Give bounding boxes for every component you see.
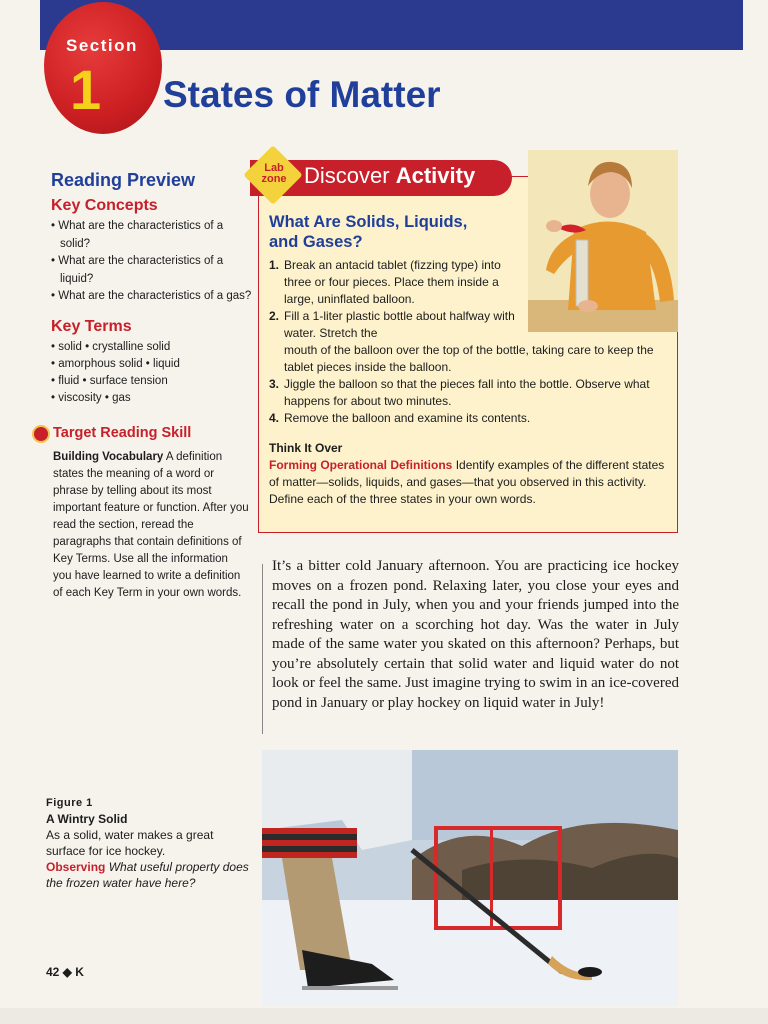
think-it-over <box>269 440 669 508</box>
target-icon <box>32 425 50 443</box>
building-vocabulary-label: Building Vocabulary <box>53 450 164 463</box>
reading-preview-sidebar <box>48 170 252 602</box>
page-number: 42 ◆ K <box>46 965 84 979</box>
step-text: Fill a 1-liter plastic bottle about halfway with water. Stretch the <box>284 309 515 340</box>
think-it-over-text <box>269 457 669 508</box>
key-terms-list <box>51 339 252 407</box>
target-reading-skill-header <box>48 425 252 445</box>
discover-activity-heading <box>304 163 475 189</box>
page-bottom-edge <box>0 1008 768 1024</box>
section-number: 1 <box>70 58 102 121</box>
page-title: States of Matter <box>163 74 441 115</box>
activity-step <box>269 257 669 308</box>
body-paragraph: It’s a bitter cold January afternoon. You are practicing ice hockey moves on a frozen pond. Relaxing later, you close your eyes and recall the pond in July, when you and your friends jumped into the refreshing water on a scorching hot day. Was the water in July made of the same water you skated on this afternoon? Perhaps, but you’re absolutely certain that solid water and liquid water do not look or feel the same. Just imagine trying to swim in an ice-covered pond in January or play hockey on liquid water in July! <box>272 558 679 711</box>
step-number: 2. <box>269 309 280 323</box>
step-number: 3. <box>269 377 280 391</box>
target-reading-skill-body: A definition states the meaning of a word or phrase by telling about its most important feature or function. After you read the section, reread the paragraphs that contain definitions of Key Terms. Use all the information you have learned to write a definition of each Key Term in your own words. <box>53 450 249 599</box>
activity-question-line: and Gases? <box>269 233 363 251</box>
figure-question-text: What useful property does the frozen water have here? <box>46 860 249 890</box>
key-terms-line: • viscosity • gas <box>51 391 131 404</box>
step-number: 1. <box>269 258 280 272</box>
activity-steps <box>269 257 669 427</box>
step-text: Jiggle the balloon so that the pieces fall into the bottle. Observe what happens for about two minutes. <box>284 377 650 408</box>
key-concepts-list <box>51 218 252 306</box>
key-terms-heading: Key Terms <box>51 317 132 335</box>
key-concept-item: • What are the characteristics of a solid? <box>51 218 252 253</box>
skill-label: Forming Operational Definitions <box>269 458 453 472</box>
figure-caption <box>46 795 256 891</box>
activity-step <box>269 376 669 410</box>
activity-question-line: What Are Solids, Liquids, <box>269 213 468 231</box>
hockey-photo <box>262 750 678 1006</box>
section-label: Section <box>66 36 138 55</box>
figure-title: A Wintry Solid <box>46 812 128 826</box>
think-it-over-heading: Think It Over <box>269 441 343 455</box>
activity-step <box>269 308 669 342</box>
key-terms-line: • fluid • surface tension <box>51 374 168 387</box>
target-reading-skill-heading: Target Reading Skill <box>53 424 192 441</box>
step-text: mouth of the balloon over the top of the bottle, taking care to keep the tablet pieces inside the balloon. <box>284 343 654 374</box>
discover-word: Discover <box>304 163 390 188</box>
key-concept-item: • What are the characteristics of a liquid? <box>51 253 252 288</box>
activity-step <box>269 410 669 427</box>
key-terms-line: • amorphous solid • liquid <box>51 357 180 370</box>
step-text: Remove the balloon and examine its contents. <box>284 411 531 425</box>
reading-preview-heading: Reading Preview <box>51 170 196 190</box>
step-text: Break an antacid tablet (fizzing type) into three or four pieces. Place them inside a large, uninflated balloon. <box>284 258 501 306</box>
figure-caption-text: As a solid, water makes a great surface for ice hockey. <box>46 828 214 858</box>
body-rule <box>262 564 263 734</box>
figure-question <box>46 859 256 891</box>
think-it-over-body: Identify examples of the different states of matter—solids, liquids, and gases—that you observed in this activity. Define each of the three states in your own words. <box>269 458 665 506</box>
observing-label: Observing <box>46 860 106 874</box>
key-terms-line: • solid • crystalline solid <box>51 340 171 353</box>
activity-word: Activity <box>395 163 476 188</box>
activity-question <box>269 212 519 252</box>
key-concepts-heading: Key Concepts <box>51 197 158 214</box>
activity-step-continued <box>269 342 669 376</box>
hockey-photo-illustration <box>262 750 678 1006</box>
target-reading-skill-text <box>53 449 249 602</box>
key-concept-item: • What are the characteristics of a gas? <box>51 288 252 306</box>
figure-label: Figure 1 <box>46 797 93 809</box>
step-number: 4. <box>269 411 280 425</box>
lab-zone-label: Lab zone <box>261 162 287 185</box>
